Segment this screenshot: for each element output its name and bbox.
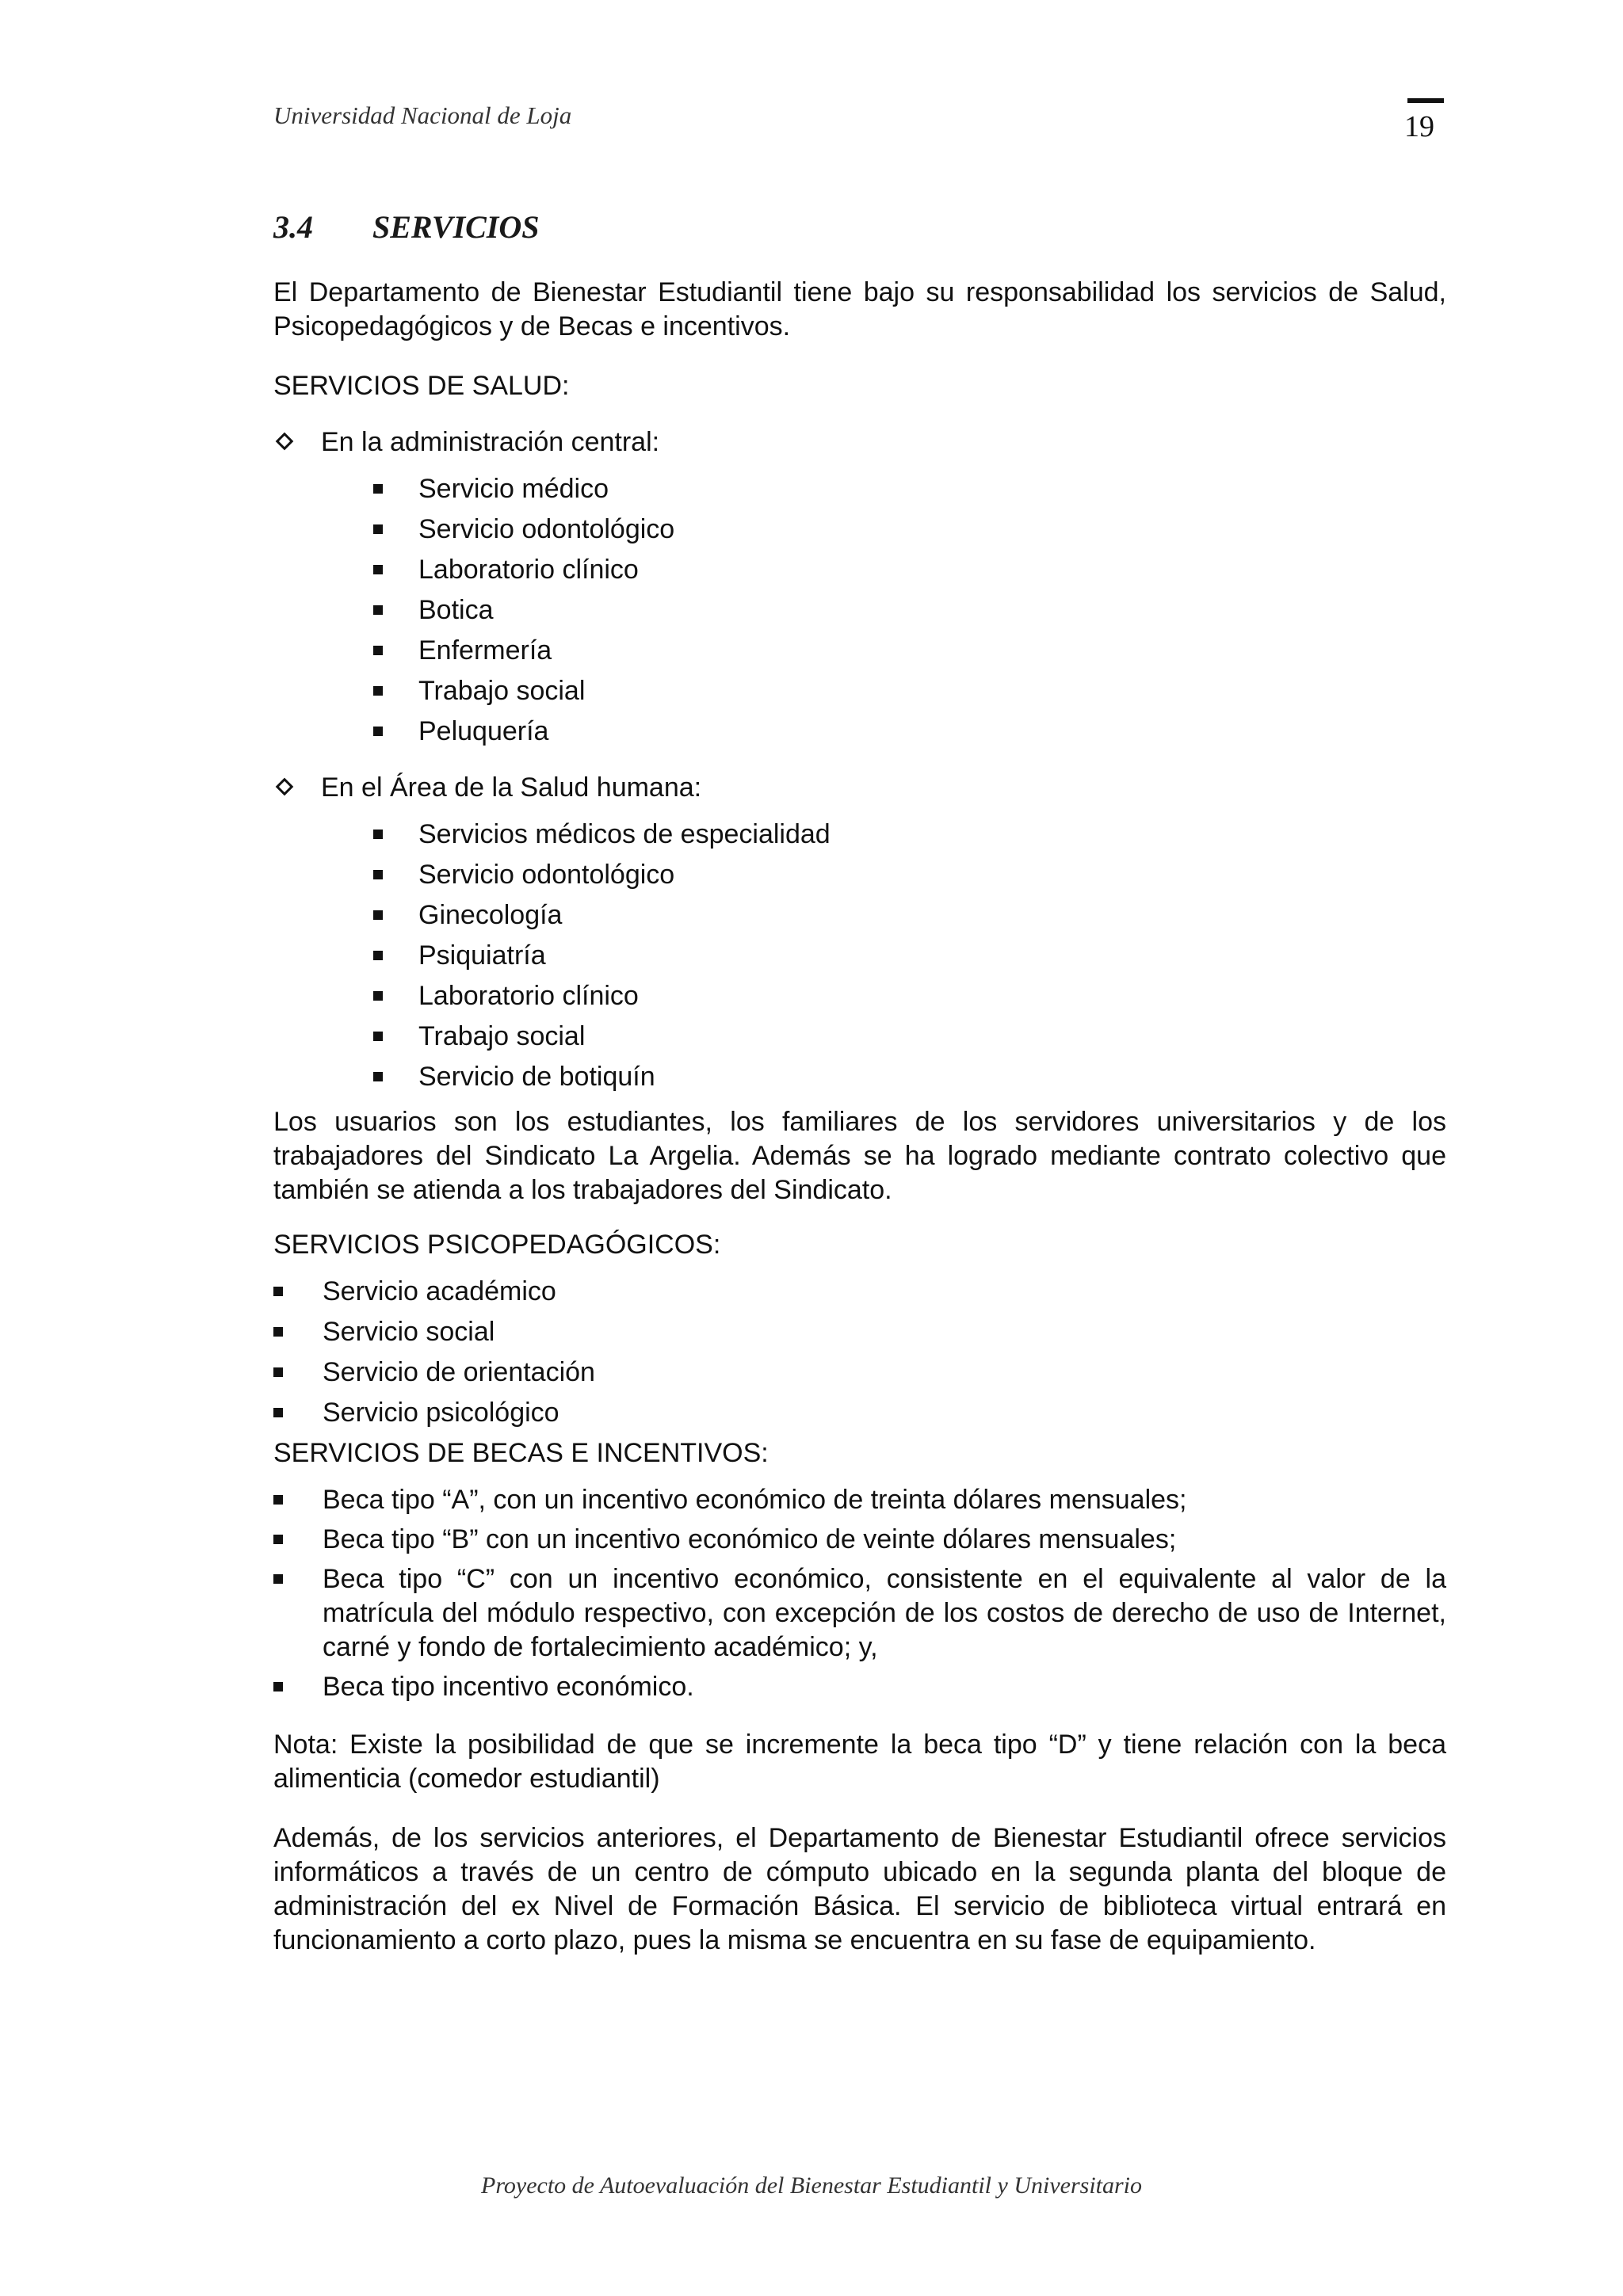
list-item: Servicio médico [321, 472, 1446, 513]
list-item: Trabajo social [321, 1020, 1446, 1060]
salud-central-list [321, 472, 1446, 755]
list-item: Beca tipo “C” con un incentivo económico, consistente en el equivalente al valor de la matrícula del módulo respectivo, con excepción de los costos de derecho de uso de Internet, carné y fondo de fortalecimiento académico; y, [273, 1562, 1446, 1665]
list-item: Trabajo social [321, 674, 1446, 715]
square-bullet-icon [373, 484, 383, 494]
list-item: Beca tipo incentivo económico. [273, 1670, 1446, 1704]
list-item: Peluquería [321, 715, 1446, 755]
section-number: 3.4 [273, 209, 313, 245]
square-bullet-icon [373, 727, 383, 736]
page-number: 19 [1404, 110, 1434, 143]
square-bullet-icon [273, 1367, 283, 1377]
square-bullet-icon [273, 1408, 283, 1417]
closing-paragraph: Además, de los servicios anteriores, el Departamento de Bienestar Estudiantil ofrece servicios informáticos a través de un centro de cómputo ubicado en la segunda planta del bloque de administración del ex Nivel de Formación Básica. El servicio de biblioteca virtual entrará en funcionamiento a corto plazo, pues la misma se encuentra en su fase de equipamiento. [273, 1823, 1446, 1955]
list-item: Servicio de orientación [273, 1356, 1446, 1396]
square-bullet-icon [373, 1072, 383, 1081]
becas-heading: SERVICIOS DE BECAS E INCENTIVOS: [273, 1438, 769, 1468]
list-item: Botica [321, 593, 1446, 634]
salud-group-label: En el Área de la Salud humana: [321, 772, 702, 803]
square-bullet-icon [373, 605, 383, 615]
list-item: Servicio odontológico [321, 858, 1446, 898]
salud-group-area [273, 771, 1446, 1100]
list-item: Ginecología [321, 898, 1446, 939]
list-item: Laboratorio clínico [321, 553, 1446, 593]
square-bullet-icon [373, 991, 383, 1001]
list-item: Enfermería [321, 634, 1446, 674]
square-bullet-icon [373, 565, 383, 574]
list-item: Laboratorio clínico [321, 979, 1446, 1020]
section-heading [273, 210, 1446, 244]
square-bullet-icon [273, 1682, 283, 1691]
salud-heading: SERVICIOS DE SALUD: [273, 371, 570, 401]
diamond-bullet-icon [276, 778, 294, 796]
psico-list [273, 1275, 1446, 1436]
square-bullet-icon [373, 951, 383, 960]
square-bullet-icon [273, 1327, 283, 1337]
square-bullet-icon [373, 524, 383, 534]
square-bullet-icon [373, 686, 383, 696]
becas-list [273, 1483, 1446, 1704]
list-item: Beca tipo “A”, con un incentivo económico de treinta dólares mensuales; [273, 1483, 1446, 1517]
list-item: Servicio psicológico [273, 1396, 1446, 1436]
square-bullet-icon [273, 1495, 283, 1505]
psico-heading: SERVICIOS PSICOPEDAGÓGICOS: [273, 1230, 721, 1260]
square-bullet-icon [373, 910, 383, 920]
list-item: Psiquiatría [321, 939, 1446, 979]
salud-groups [273, 425, 1446, 1100]
diamond-bullet-icon [276, 433, 294, 451]
list-item: Servicio de botiquín [321, 1060, 1446, 1100]
square-bullet-icon [273, 1535, 283, 1544]
list-item: Servicios médicos de especialidad [321, 818, 1446, 858]
square-bullet-icon [373, 870, 383, 879]
square-bullet-icon [373, 646, 383, 655]
nota-paragraph: Nota: Existe la posibilidad de que se incremente la beca tipo “D” y tiene relación con la beca alimenticia (comedor estudiantil) [273, 1730, 1446, 1794]
section-title: SERVICIOS [372, 209, 540, 245]
square-bullet-icon [373, 830, 383, 839]
list-item: Servicio odontológico [321, 513, 1446, 553]
salud-group-label: En la administración central: [321, 427, 660, 457]
list-item: Servicio académico [273, 1275, 1446, 1315]
list-item: Beca tipo “B” con un incentivo económico de veinte dólares mensuales; [273, 1523, 1446, 1557]
intro-paragraph: El Departamento de Bienestar Estudiantil tiene bajo su responsabilidad los servicios de Salud, Psicopedagógicos y de Becas e incentivos. [273, 277, 1446, 341]
square-bullet-icon [373, 1032, 383, 1041]
square-bullet-icon [273, 1574, 283, 1584]
running-footer: Proyecto de Autoevaluación del Bienestar Estudiantil y Universitario [481, 2172, 1142, 2199]
salud-area-list [321, 818, 1446, 1100]
running-header: Universidad Nacional de Loja [273, 101, 572, 129]
users-paragraph: Los usuarios son los estudiantes, los familiares de los servidores universitarios y de los trabajadores del Sindicato La Argelia. Además se ha logrado mediante contrato colectivo que también se atienda a los trabajadores del Sindicato. [273, 1107, 1446, 1205]
salud-group-central [273, 425, 1446, 755]
page-body [273, 210, 1446, 1983]
page-number-rule [1407, 98, 1444, 103]
square-bullet-icon [273, 1287, 283, 1296]
list-item: Servicio social [273, 1315, 1446, 1356]
